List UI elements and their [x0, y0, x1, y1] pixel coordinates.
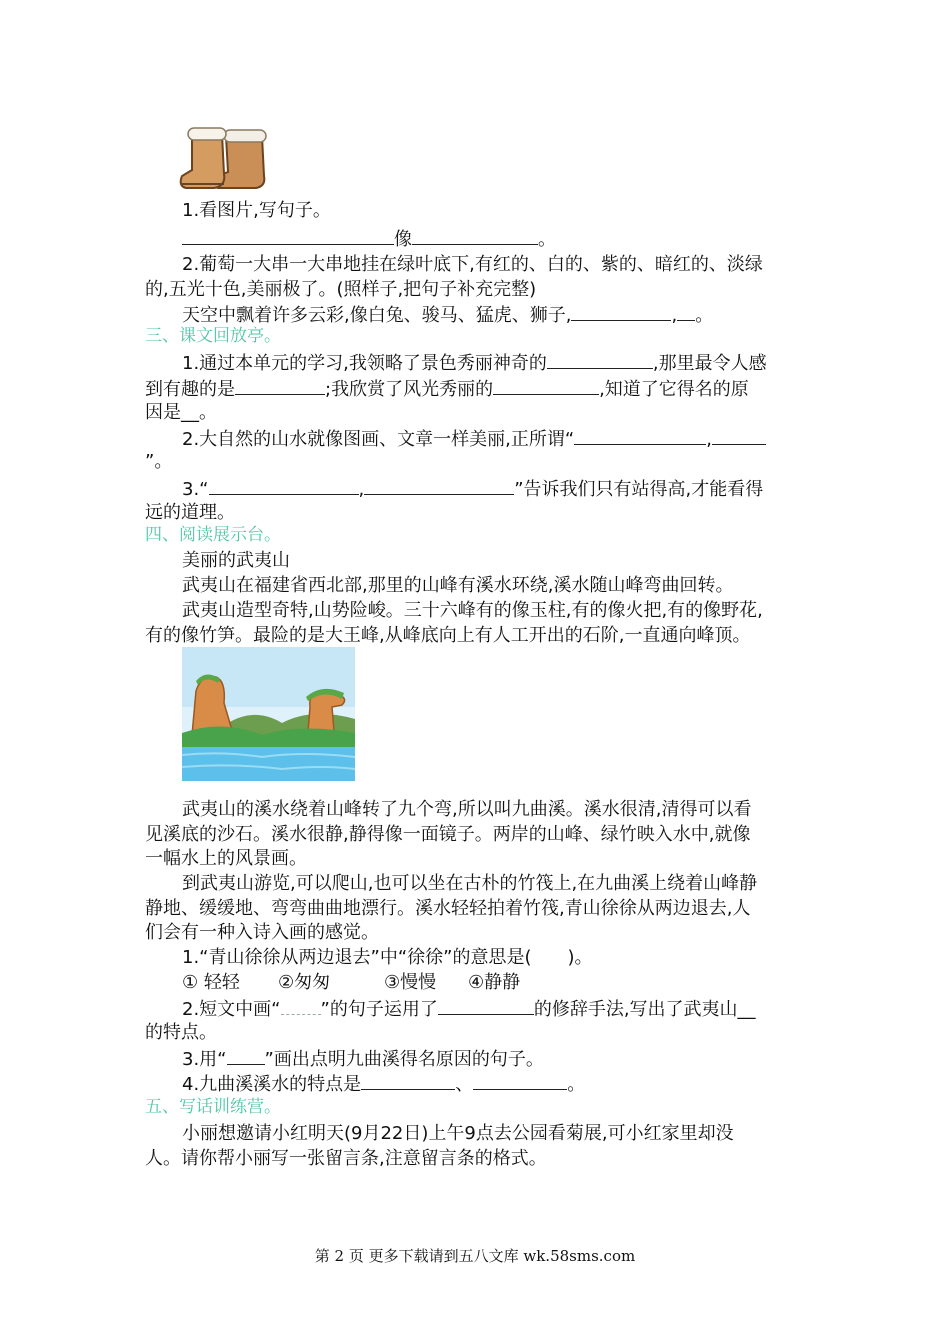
q1-end: 。: [538, 229, 556, 250]
q2-example-start: 天空中飘着许多云彩,像白兔、骏马、猛虎、狮子,: [182, 305, 572, 326]
s3-q1-text-d: ;我欣赏了风光秀丽的: [325, 379, 494, 400]
s4-q2-wavy-mark: [281, 996, 321, 1015]
page-footer: 第 2 页 更多下载请到五八文库 wk.58sms.com: [314, 1247, 636, 1265]
story-title: 美丽的武夷山: [182, 550, 290, 571]
story-p3-line1: 武夷山的溪水绕着山峰转了九个弯,所以叫九曲溪。溪水很清,清得可以看: [182, 799, 752, 820]
q2-line2: 的,五光十色,美丽极了。(照样子,把句子补充完整): [145, 279, 537, 300]
s4-q3-underline-mark: [227, 1046, 265, 1065]
s3-q1-line1: [182, 350, 767, 376]
q2-end: 。: [695, 305, 714, 326]
s4-q2-text-b: ”的句子运用了: [320, 999, 438, 1020]
s3-q1-line3: 因是__。: [145, 402, 217, 423]
s4-q4-blank-2[interactable]: [473, 1071, 567, 1090]
s3-q3-comma: ,: [358, 479, 365, 500]
s3-q3-blank-1[interactable]: [209, 476, 359, 495]
q1-blank-1[interactable]: [182, 226, 394, 245]
s3-q1-blank-3[interactable]: [493, 376, 599, 395]
s3-q1-blank-2[interactable]: [235, 376, 325, 395]
s3-q2-comma: ,: [706, 429, 712, 450]
q2-blank-1[interactable]: [571, 302, 671, 321]
q1-blank-2[interactable]: [412, 226, 538, 245]
q2-blank-2[interactable]: [677, 302, 695, 321]
s3-q1-text-b: ,那里最令人感: [652, 353, 767, 374]
s3-q3-line1: [182, 476, 763, 502]
boots-image: [178, 122, 270, 194]
s4-q2-line1: [182, 996, 756, 1022]
s4-option-2[interactable]: ②匆匆: [278, 972, 331, 993]
s3-q1-blank-1[interactable]: [547, 350, 653, 369]
s4-q3: [182, 1046, 544, 1072]
section5-title: 五、写话训练营。: [145, 1097, 281, 1117]
story-p3-line2: 见溪底的沙石。溪水很静,静得像一面镜子。两岸的山峰、绿竹映入水中,就像: [145, 824, 751, 845]
s4-q4-end: 。: [567, 1074, 586, 1095]
s3-q2-line2: ”。: [145, 451, 173, 472]
s5-line2: 人。请你帮小丽写一张留言条,注意留言条的格式。: [145, 1148, 547, 1169]
s4-q1-options: [182, 971, 520, 995]
s4-q4-text: 4.九曲溪溪水的特点是: [182, 1074, 362, 1095]
s3-q3-end: ”告诉我们只有站得高,才能看得: [514, 479, 764, 500]
section4-title: 四、阅读展示台。: [145, 525, 281, 545]
s4-q2-line2: 的特点。: [145, 1022, 217, 1043]
s4-q2-text-a: 2.短文中画“: [182, 999, 281, 1020]
s3-q3-start: 3.“: [182, 479, 209, 500]
s3-q2-text: 2.大自然的山水就像图画、文章一样美丽,正所谓“: [182, 429, 575, 450]
s4-q4: [182, 1071, 585, 1097]
s4-q2-text-c: 的修辞手法,写出了武夷山__: [533, 999, 756, 1020]
s4-option-3[interactable]: ③慢慢: [384, 972, 437, 993]
s4-q1: 1.“青山徐徐从两边退去”中“徐徐”的意思是( )。: [182, 947, 593, 968]
s4-q4-blank-1[interactable]: [361, 1071, 455, 1090]
s3-q3-line2: 远的道理。: [145, 502, 235, 523]
s4-q4-sep: 、: [455, 1074, 474, 1095]
s3-q2-blank-1[interactable]: [574, 426, 706, 445]
q1-instruction: 1.看图片,写句子。: [182, 200, 331, 221]
q1-answer-line: [182, 226, 556, 252]
story-p1: 武夷山在福建省西北部,那里的山峰有溪水环绕,溪水随山峰弯曲回转。: [182, 575, 734, 596]
s3-q2-line1: [182, 426, 766, 452]
s4-option-4[interactable]: ④静静: [468, 972, 521, 993]
s3-q2-blank-2[interactable]: [712, 426, 766, 445]
s4-q3-text-b: ”画出点明九曲溪得名原因的句子。: [264, 1049, 544, 1070]
q2-line1: 2.葡萄一大串一大串地挂在绿叶底下,有红的、白的、紫的、暗红的、淡绿: [182, 254, 763, 275]
s3-q1-line2: [145, 376, 749, 402]
story-p4-line2: 静地、缓缓地、弯弯曲曲地漂行。溪水轻轻拍着竹筏,青山徐徐从两边退去,人: [145, 898, 751, 919]
s3-q1-text-e: ,知道了它得名的原: [599, 379, 749, 400]
s4-q2-blank[interactable]: [438, 996, 534, 1015]
s3-q1-text-c: 到有趣的是: [145, 379, 235, 400]
s3-q1-text-a: 1.通过本单元的学习,我领略了景色秀丽神奇的: [182, 353, 547, 374]
s3-q3-blank-2[interactable]: [364, 476, 514, 495]
story-p2-line1: 武夷山造型奇特,山势险峻。三十六峰有的像玉柱,有的像火把,有的像野花,: [182, 600, 763, 621]
q2-comma: ,: [671, 305, 678, 326]
story-p4-line3: 们会有一种入诗入画的感觉。: [145, 922, 379, 943]
section3-title: 三、课文回放亭。: [145, 326, 281, 346]
s5-line1: 小丽想邀请小红明天(9月22日)上午9点去公园看菊展,可小红家里却没: [182, 1123, 734, 1144]
s4-q3-text-a: 3.用“: [182, 1049, 227, 1070]
s4-option-1[interactable]: ① 轻轻: [182, 972, 240, 993]
story-p3-line3: 一幅水上的风景画。: [145, 848, 307, 869]
q1-blank-word: 像: [394, 229, 412, 250]
story-p4-line1: 到武夷山游览,可以爬山,也可以坐在古朴的竹筏上,在九曲溪上绕着山峰静: [182, 873, 758, 894]
landscape-image: [182, 647, 355, 781]
story-p2-line2: 有的像竹笋。最险的是大王峰,从峰底向上有人工开出的石阶,一直通向峰顶。: [145, 625, 751, 646]
